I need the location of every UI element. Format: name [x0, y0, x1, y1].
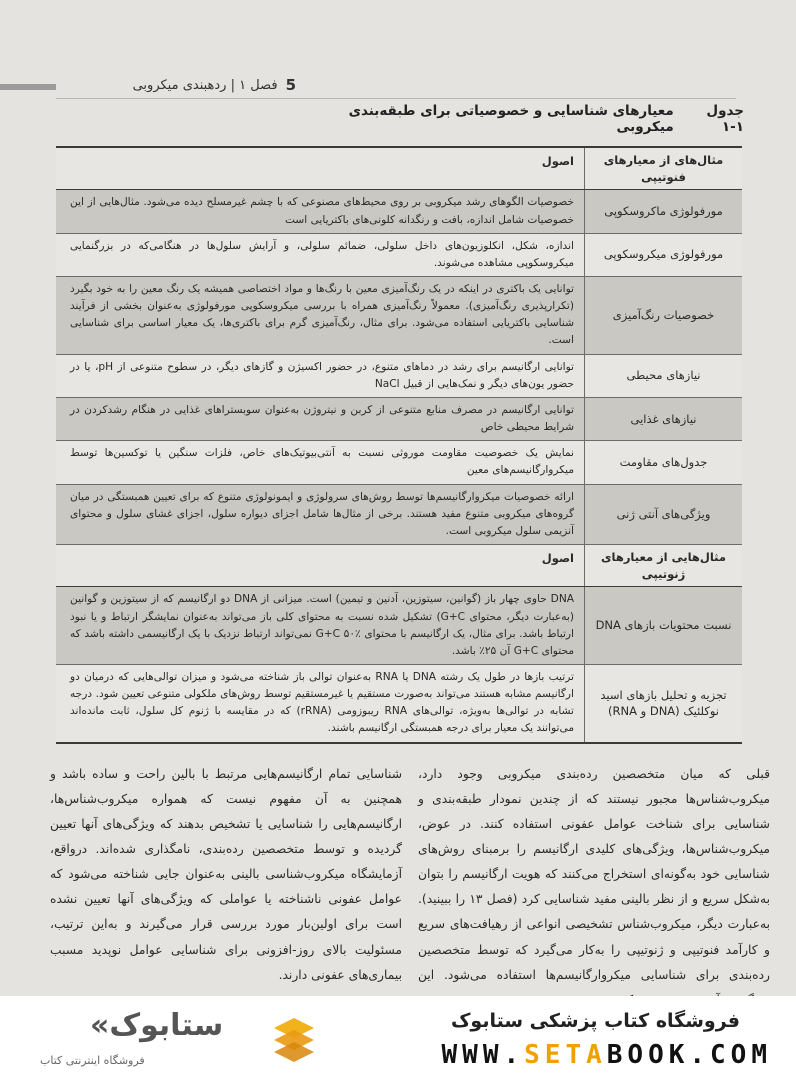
criterion-name: نسبت محتویات بازهای DNA	[584, 587, 742, 664]
header-examples: مثال‌های از معیارهای فنوتیپی	[584, 148, 742, 189]
publisher-footer	[0, 996, 796, 1080]
url-prefix: WWW.	[441, 1040, 525, 1070]
table-row	[56, 355, 742, 398]
table-row	[56, 441, 742, 484]
criterion-principle: اندازه، شکل، انکلوزیون‌های داخل سلولی، ضمائم سلولی، و آرایش سلول‌ها در هنگامی‌که در بزرگنمایی میکروسکوپی مشاهده می‌شوند.	[70, 239, 574, 269]
table-row	[56, 190, 742, 233]
shop-name: فروشگاه کتاب پزشکی ستابوک	[450, 1010, 740, 1032]
criterion-principle: توانایی یک باکتری در اینکه در یک رنگ‌آمیزی معین با رنگ‌ها و مواد اختصاصی همیشه یک رنگ معین را به خود بگیرد (تکرارپذیری رنگ‌آمیزی). معمولاً رنگ‌آمیزی همراه با بررسی میکروسکوپی مورفولوژی به‌عنوان بخشی از فرآیند شناسایی باکتریایی استفاده می‌شود. برای مثال، رنگ‌آمیزی گرم برای باکتری‌ها، یک معیار اساسی برای شناسایی است.	[70, 282, 574, 347]
criterion-principle: DNA حاوی چهار باز (گوانین، سیتوزین، آدنین و تیمین) است. میزانی از DNA دو ارگانیسم که از سیتوزین و گوانین (به‌عبارت دیگر، محتوای G+C) تشکیل شده نسبت به محتوای کلی باز می‌تواند به‌عنوان نمایشگر ارتباط و یا نبود ارتباط باشد. برای مثال، یک ارگانیسم با محتوای G+C ۵۰٪ نمی‌تواند ارتباط نزدیک با یک ارگانیسمی داشته باشد که محتوای G+C آن ۲۵٪ باشد.	[70, 593, 574, 657]
logo-subtitle: فروشگاه اینترنتی کتاب	[40, 1054, 145, 1067]
criterion-principle: توانایی ارگانیسم برای رشد در دماهای متنوع، در حضور اکسیژن و گازهای دیگر، در سطوح متنوعی از pH، یا در حضور یون‌های دیگر و نمک‌هایی از قبیل NaCl	[70, 360, 575, 390]
logo-wordmark: «ستابوک	[90, 1008, 224, 1043]
table-header-phenotypic	[56, 148, 742, 190]
table-title: معیارهای شناسایی و خصوصیاتی برای طبقه‌بندی میکروبی	[348, 103, 674, 135]
table-row	[56, 485, 742, 545]
criterion-name: ویژگی‌های آنتی ژنی	[584, 485, 742, 544]
setabook-logo	[30, 1008, 330, 1072]
criterion-principle: ارائه خصوصیات میکروارگانیسم‌ها توسط روش‌های سرولوژی و ایمونولوژی متنوع که برای تعیین همبستگی در میان گروه‌های میکروبی متنوع مفید هستند. برخی از مثال‌ها شامل اجزای دیواره سلول، اجزای غشای سلول و محتوای آنزیمی سلول میکروبی است.	[70, 490, 574, 537]
table-header-genotypic	[56, 545, 742, 587]
header-principles: اصول	[541, 551, 574, 565]
table-row	[56, 398, 742, 441]
criterion-principle: ترتیب بازها در طول یک رشته DNA یا RNA به‌عنوان توالی باز شناخته می‌شود و میزان توالی‌هایی که درمیان دو ارگانیسم مشابه هستند می‌تواند به‌صورت مستقیم یا غیرمستقیم توسط روش‌های ملکولی متنوعی تعیین شود. درجه تشابه در توالی‌ها به‌ویژه، توالی‌های RNA ریبوزومی (rRNA) که در مقایسه با ژنوم کل سلول، ثابت مانده‌اند می‌توانند یک معیار برای درجه همبستگی ارگانیسم باشند.	[70, 670, 574, 735]
criterion-principle: توانایی ارگانیسم در مصرف منابع متنوعی از کربن و نیتروژن به‌عنوان سوبستراهای غذایی در هنگام رشدکردن در شرایط محیطی خاص	[70, 403, 574, 434]
criterion-name: خصوصیات رنگ‌آمیزی	[584, 277, 742, 354]
body-text-left-column: شناسایی تمام ارگانیسم‌هایی مرتبط با بالین راحت و ساده باشد و همچنین به آن مفهوم نیست که همواره میکروب‌شناس‌ها، ارگانیسم‌هایی را شناسایی یا تشخیص بدهند که ویژگی‌های آنها تعیین گردیده و توسط متخصصین رده‌بندی، نامگذاری شده‌اند. درواقع، آزمایشگاه میکروب‌شناسی بالینی به‌عنوان جایی شناخته می‌شود که عوامل عفونی ناشناخته یا عواملی که ویژگی‌های آنها تعیین نشده است برای اولین‌بار مورد بررسی قرار می‌گیرند و به‌این ترتیب، مسئولیت بالای روز-افزونی برای شناسایی عوامل نوپدید مسبب بیماری‌های عفونی دارند.	[50, 767, 402, 982]
header-principles: اصول	[541, 154, 574, 168]
chapter-title: فصل ۱ | ردهبندی میکروبی	[132, 77, 278, 93]
book-stack-icon	[270, 1010, 318, 1066]
header-examples: مثال‌هایی از معیارهای ژنوتیپی	[584, 545, 742, 586]
criteria-table	[56, 146, 742, 744]
criterion-name: تجزیه و تحلیل بازهای اسید نوکلئیک (DNA و RNA)	[584, 665, 742, 742]
url-highlight: SETA	[524, 1040, 607, 1070]
table-row	[56, 587, 742, 665]
body-text-right-column: قبلی که میان متخصصین رده‌بندی میکروبی وجود دارد، میکروب‌شناس‌ها مجبور نیستند که از چندین نمودار طبقه‌بندی و شناسایی برای شناخت عوامل عفونی استفاده کنند. در عوض، میکروب‌شناس‌ها، ویژگی‌های کلیدی ارگانیسم را برمبنای روش‌های شناسایی خود به‌گونه‌ای استخراج می‌کنند که هویت ارگانیسم را بتوان به‌شکل سریع و از نظر بالینی مفید شناسایی کرد (فصل ۱۳ را ببینید). به‌عبارت دیگر، میکروب‌شناس تشخیصی انواعی از رهیافت‌های سریع و کارآمد فنوتیپی و ژنوتیپی را به‌کار می‌گیرد که توسط متخصصین رده‌بندی برای شناسایی میکروارگانیسم‌ها استفاده می‌شود. این	[418, 767, 770, 982]
criterion-name: نیازهای محیطی	[584, 355, 742, 397]
header-rule	[56, 98, 736, 99]
table-caption	[324, 103, 744, 135]
criterion-principle: خصوصیات الگوهای رشد میکروبی بر روی محیط‌های مصنوعی که با چشم غیرمسلح دیده می‌شود. مثال‌هایی از این خصوصیات شامل اندازه، بافت و رنگدانه کلونی‌های باکتریایی است	[70, 196, 574, 226]
criterion-principle: نمایش یک خصوصیت مقاومت موروثی نسبت به آنتی‌بیوتیک‌های خاص، فلزات سنگین یا توکسین‌ها توسط میکروارگانیسم‌های معین	[70, 447, 574, 477]
criterion-name: جدول‌های مقاومت	[584, 441, 742, 483]
table-label: جدول ۱-۱	[706, 103, 744, 135]
page-number: 5	[285, 76, 296, 94]
criterion-name: مورفولوژی ماکروسکوپی	[584, 190, 742, 232]
header-bar	[0, 84, 56, 90]
running-header	[60, 74, 296, 96]
criterion-name: نیازهای غذایی	[584, 398, 742, 440]
table-row	[56, 665, 742, 742]
shop-url[interactable]	[442, 1040, 772, 1070]
url-suffix: BOOK.COM	[606, 1040, 772, 1070]
table-row	[56, 234, 742, 277]
table-row	[56, 277, 742, 355]
criterion-name: مورفولوژی میکروسکوپی	[584, 234, 742, 276]
